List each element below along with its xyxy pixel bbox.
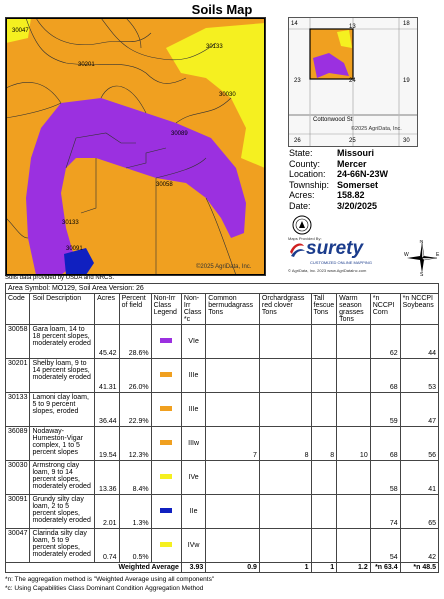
footnote: *c: Using Capabilities Class Dominant Condition Aggregation Method xyxy=(5,585,204,592)
cell-pct: 8.4% xyxy=(119,461,151,495)
info-value: Missouri xyxy=(337,148,375,158)
legend-swatch xyxy=(160,440,172,445)
weighted-fescue: 1 xyxy=(311,563,337,573)
cell-acres: 19.54 xyxy=(95,427,119,461)
cell-orch xyxy=(259,393,311,427)
table-row xyxy=(6,529,439,563)
cell-soy: 53 xyxy=(400,359,438,393)
cell-fescue xyxy=(311,393,337,427)
col-header: Tall fescue Tons xyxy=(311,294,337,325)
legend-swatch xyxy=(160,542,172,547)
weighted-orchard: 1 xyxy=(259,563,311,573)
cell-pct: 22.9% xyxy=(119,393,151,427)
table-row xyxy=(6,325,439,359)
cell-code: 30201 xyxy=(6,359,30,393)
county-seal-icon xyxy=(292,215,312,235)
cell-orch xyxy=(259,495,311,529)
source-note: Soils data provided by USDA and NRCS. xyxy=(5,275,115,281)
cell-desc: Gara loam, 14 to 18 percent slopes, moderately eroded xyxy=(30,325,95,359)
inset-section: 26 xyxy=(294,138,301,144)
legend-swatch xyxy=(160,338,172,343)
cell-warm xyxy=(337,529,371,563)
cell-acres: 45.42 xyxy=(95,325,119,359)
cell-code: 30133 xyxy=(6,393,30,427)
class-legend-swatch xyxy=(151,495,181,529)
info-key: Township: xyxy=(289,179,330,190)
cell-pct: 28.6% xyxy=(119,325,151,359)
cell-berm: 7 xyxy=(206,427,260,461)
page-title: Soils Map xyxy=(191,2,253,17)
cell-orch xyxy=(259,461,311,495)
info-value: Mercer xyxy=(337,158,367,169)
cell-code: 36089 xyxy=(6,427,30,461)
cell-acres: 36.44 xyxy=(95,393,119,427)
cell-desc: Shelby loam, 9 to 14 percent slopes, moderately eroded xyxy=(30,359,95,393)
compass-s: S xyxy=(420,272,424,276)
cell-orch xyxy=(259,325,311,359)
cell-fescue: 8 xyxy=(311,427,337,461)
cell-corn: 54 xyxy=(370,529,400,563)
cell-warm xyxy=(337,325,371,359)
cell-orch xyxy=(259,529,311,563)
cell-orch: 8 xyxy=(259,427,311,461)
info-key: Acres: xyxy=(289,190,315,200)
cell-soy: 56 xyxy=(400,427,438,461)
cell-warm xyxy=(337,393,371,427)
footnote: *n: The aggregation method is "Weighted Average using all components" xyxy=(5,576,215,583)
col-header: Non-Irr Class Legend xyxy=(151,294,181,325)
cell-warm xyxy=(337,495,371,529)
cell-fescue xyxy=(311,359,337,393)
compass-rose-icon xyxy=(404,240,440,276)
weighted-corn: *n 63.4 xyxy=(370,563,400,573)
cell-warm: 10 xyxy=(337,427,371,461)
cell-pct: 12.3% xyxy=(119,427,151,461)
cell-desc: Nodaway-Humeston-Vigar complex, 1 to 5 percent slopes xyxy=(30,427,95,461)
cell-pct: 0.5% xyxy=(119,529,151,563)
inset-section: 19 xyxy=(403,78,410,84)
col-header: Warm season grasses Tons xyxy=(337,294,371,325)
cell-fescue xyxy=(311,529,337,563)
map-label: 30047 xyxy=(12,28,29,34)
cell-orch xyxy=(259,359,311,393)
col-header: Orchardgrass red clover Tons xyxy=(259,294,311,325)
map-label: 30133 xyxy=(62,220,79,226)
info-key: State: xyxy=(289,148,313,158)
class-legend-swatch xyxy=(151,529,181,563)
cell-acres: 41.31 xyxy=(95,359,119,393)
cell-berm xyxy=(206,529,260,563)
col-header: Percent of field xyxy=(119,294,151,325)
cell-cls: IIIw xyxy=(181,427,205,461)
cell-cls: IIIe xyxy=(181,359,205,393)
info-value: 158.82 xyxy=(337,190,365,200)
info-value: Somerset xyxy=(337,179,379,190)
cell-cls: IIIe xyxy=(181,393,205,427)
table-header xyxy=(6,294,439,325)
location-info xyxy=(289,148,388,211)
weighted-label: Weighted Average xyxy=(6,563,182,573)
cell-acres: 13.36 xyxy=(95,461,119,495)
inset-copyright: ©2025 AgriData, Inc. xyxy=(351,126,402,132)
table-row xyxy=(6,359,439,393)
compass-w: W xyxy=(404,252,409,258)
map-label: 30058 xyxy=(156,182,173,188)
cell-berm xyxy=(206,495,260,529)
class-legend-swatch xyxy=(151,393,181,427)
col-header: Soil Description xyxy=(30,294,95,325)
inset-section: 25 xyxy=(349,138,356,144)
inset-section: 14 xyxy=(291,21,298,27)
cell-code: 30047 xyxy=(6,529,30,563)
surety-logo-text: surety xyxy=(306,238,364,259)
cell-soy: 41 xyxy=(400,461,438,495)
col-header: *n NCCPI Corn xyxy=(370,294,400,325)
cell-desc: Grundy silty clay loam, 2 to 5 percent slopes, moderately eroded xyxy=(30,495,95,529)
legend-swatch xyxy=(160,406,172,411)
cell-corn: 68 xyxy=(370,427,400,461)
agridata-footer: © AgriData, Inc. 2023 www.AgriDataInc.com xyxy=(288,268,367,273)
col-header: Common bermudagrass Tons xyxy=(206,294,260,325)
map-label: 30133 xyxy=(206,44,223,50)
col-header: Non-Irr Class *c xyxy=(181,294,205,325)
surety-logo-icon xyxy=(288,240,306,258)
legend-swatch xyxy=(160,474,172,479)
table-row xyxy=(6,495,439,529)
cell-fescue xyxy=(311,461,337,495)
cell-pct: 1.3% xyxy=(119,495,151,529)
cell-acres: 0.74 xyxy=(95,529,119,563)
cell-fescue xyxy=(311,325,337,359)
table-row xyxy=(6,427,439,461)
cell-soy: 47 xyxy=(400,393,438,427)
cell-code: 30030 xyxy=(6,461,30,495)
compass-n: N xyxy=(419,240,424,245)
inset-road-label: Cottonwood St xyxy=(313,117,353,123)
cell-corn: 62 xyxy=(370,325,400,359)
legend-swatch xyxy=(160,372,172,377)
table-row xyxy=(6,393,439,427)
cell-desc: Clarinda silty clay loam, 5 to 9 percent slopes, moderately eroded xyxy=(30,529,95,563)
weighted-class: 3.93 xyxy=(181,563,205,573)
class-legend-swatch xyxy=(151,461,181,495)
cell-code: 30091 xyxy=(6,495,30,529)
cell-warm xyxy=(337,359,371,393)
col-header: *n NCCPI Soybeans xyxy=(400,294,438,325)
cell-soy: 65 xyxy=(400,495,438,529)
info-key: County: xyxy=(289,158,321,169)
cell-berm xyxy=(206,359,260,393)
map-label: 30091 xyxy=(66,246,83,252)
inset-section: 24 xyxy=(349,78,356,84)
cell-cls: IVw xyxy=(181,529,205,563)
soil-table xyxy=(5,283,439,573)
class-legend-swatch xyxy=(151,325,181,359)
cell-berm xyxy=(206,393,260,427)
area-symbol: Area Symbol: MO129, Soil Area Version: 26 xyxy=(6,284,439,294)
footnotes xyxy=(5,575,214,593)
cell-desc: Lamoni clay loam, 5 to 9 percent slopes, eroded xyxy=(30,393,95,427)
info-value: 3/20/2025 xyxy=(337,200,378,211)
inset-section: 13 xyxy=(349,24,356,30)
cell-berm xyxy=(206,461,260,495)
col-header: Acres xyxy=(95,294,119,325)
info-value: 24-66N-23W xyxy=(337,169,389,179)
table-row xyxy=(6,461,439,495)
cell-corn: 68 xyxy=(370,359,400,393)
map-label: 30089 xyxy=(171,131,188,137)
col-header: Code xyxy=(6,294,30,325)
surety-branding xyxy=(288,236,398,274)
cell-corn: 58 xyxy=(370,461,400,495)
cell-fescue xyxy=(311,495,337,529)
inset-section: 30 xyxy=(403,138,410,144)
cell-cls: IVe xyxy=(181,461,205,495)
weighted-average-row xyxy=(6,563,439,573)
surety-tagline: CUSTOMIZED ONLINE MAPPING xyxy=(310,260,372,265)
class-legend-swatch xyxy=(151,427,181,461)
weighted-soy: *n 48.5 xyxy=(400,563,438,573)
cell-cls: IIe xyxy=(181,495,205,529)
cell-corn: 74 xyxy=(370,495,400,529)
cell-cls: VIe xyxy=(181,325,205,359)
soils-map xyxy=(5,17,266,276)
legend-swatch xyxy=(160,508,172,513)
inset-section: 23 xyxy=(294,78,301,84)
cell-desc: Armstrong clay loam, 9 to 14 percent slopes, moderately eroded xyxy=(30,461,95,495)
class-legend-swatch xyxy=(151,359,181,393)
weighted-bermuda: 0.9 xyxy=(206,563,260,573)
compass-e: E xyxy=(436,252,440,258)
map-label: 30030 xyxy=(219,92,236,98)
maps-provided-by: Maps Provided By: xyxy=(288,236,322,241)
cell-warm xyxy=(337,461,371,495)
cell-acres: 2.01 xyxy=(95,495,119,529)
inset-section: 18 xyxy=(403,21,410,27)
map-copyright: ©2025 AgriData, Inc. xyxy=(196,264,252,270)
cell-soy: 42 xyxy=(400,529,438,563)
cell-berm xyxy=(206,325,260,359)
info-key: Location: xyxy=(289,169,326,179)
cell-pct: 26.0% xyxy=(119,359,151,393)
cell-soy: 44 xyxy=(400,325,438,359)
cell-code: 30058 xyxy=(6,325,30,359)
cell-corn: 59 xyxy=(370,393,400,427)
locator-map xyxy=(288,17,418,147)
map-label: 30201 xyxy=(78,62,95,68)
info-key: Date: xyxy=(289,200,311,211)
weighted-warm: 1.2 xyxy=(337,563,371,573)
